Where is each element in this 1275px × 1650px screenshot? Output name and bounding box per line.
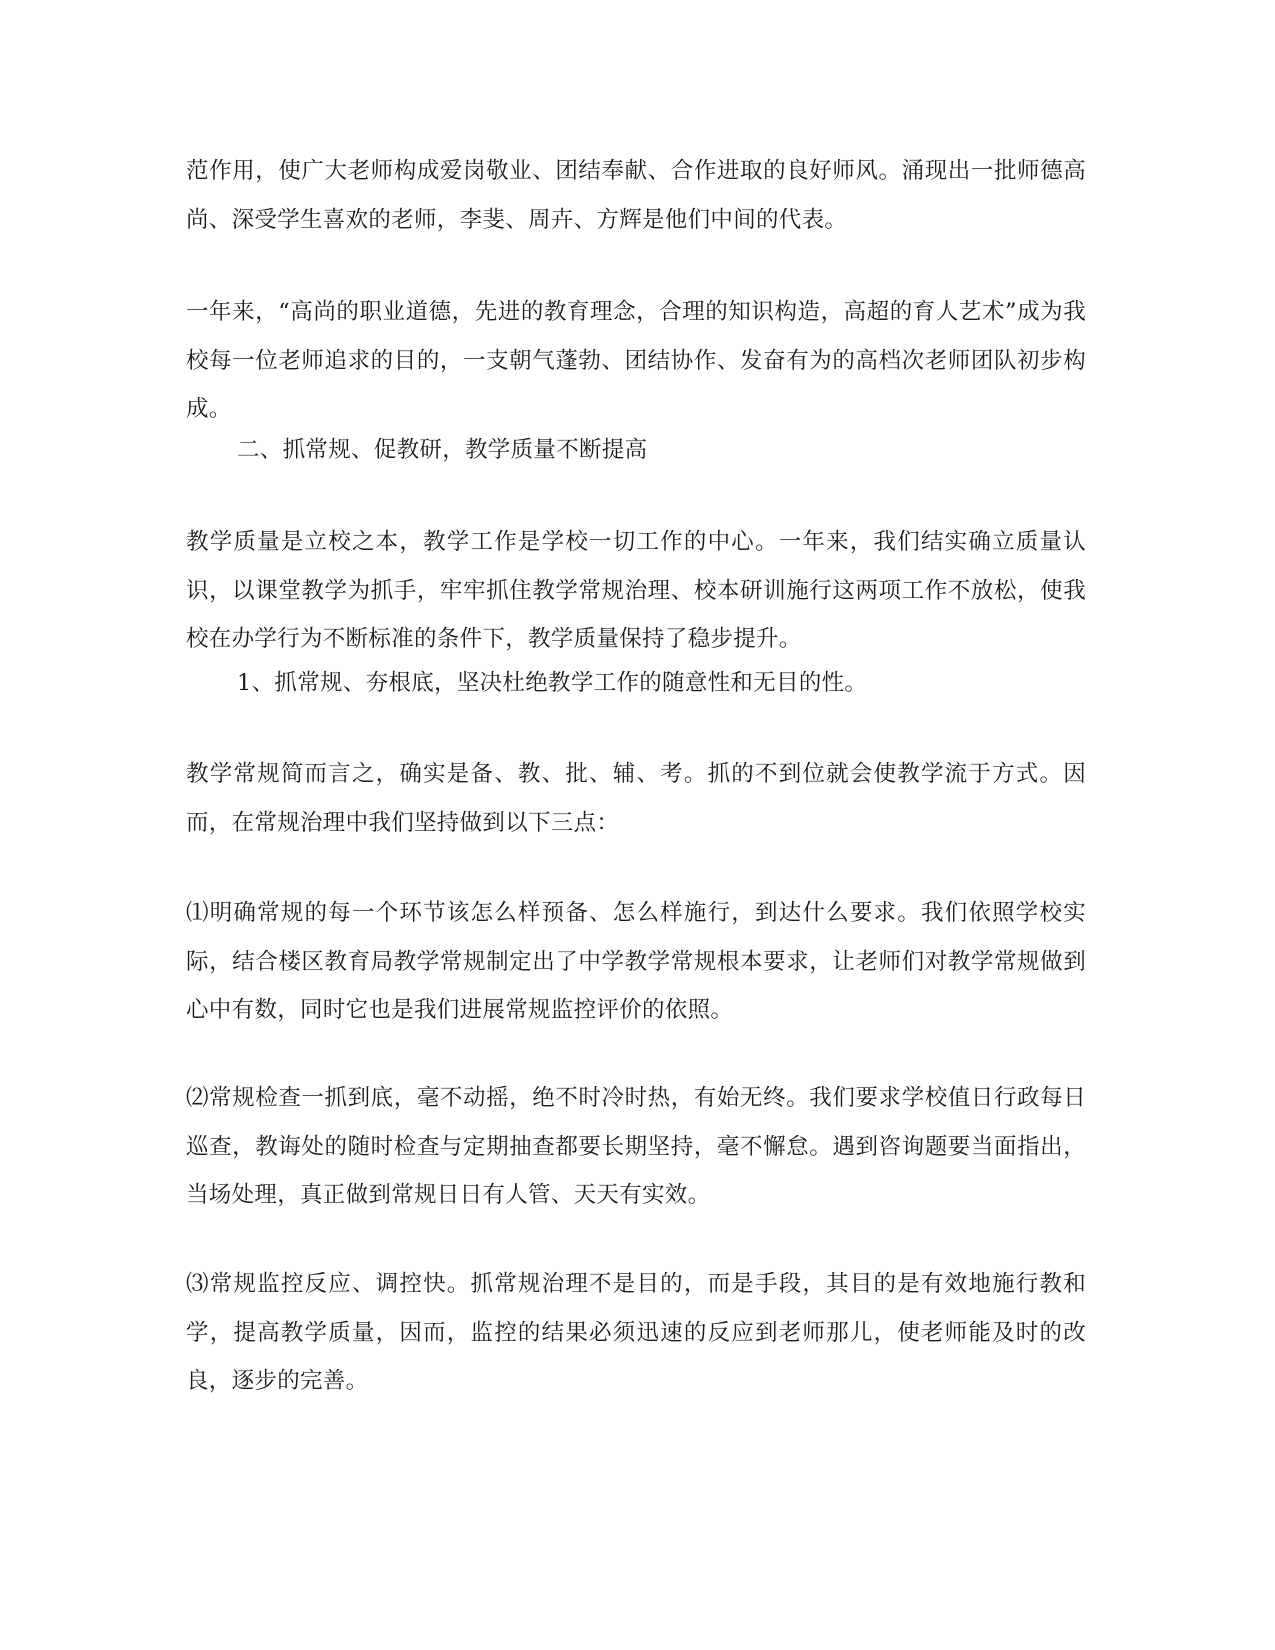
paragraph-point-1: ⑴明确常规的每一个环节该怎么样预备、怎么样施行，到达什么要求。我们依照学校实际，结合楼区教育局教学常规制定出了中学教学常规根本要求，让老师们对教学常规做到心中有数，同时它也是我们进展常规监控评价的依照。: [186, 900, 1086, 1023]
subheading-routine-basics: 1、抓常规、夯根底，坚决杜绝教学工作的随意性和无目的性。: [237, 670, 868, 696]
section-heading-teaching-quality: 二、抓常规、促教研，教学质量不断提高: [237, 437, 648, 463]
paragraph-teacher-ethics: 范作用，使广大老师构成爱岗敬业、团结奉献、合作进取的良好师风。涌现出一批师德高尚、深受学生喜欢的老师，李斐、周卉、方辉是他们中间的代表。: [186, 158, 1086, 233]
paragraph-teaching-quality: 教学质量是立校之本，教学工作是学校一切工作的中心。一年来，我们结实确立质量认识，以课堂教学为抓手，牢牢抓住教学常规治理、校本研训施行这两项工作不放松，使我校在办学行为不断标准的条件下，教学质量保持了稳步提升。: [186, 529, 1086, 652]
paragraph-teacher-team: 一年来，“高尚的职业道德，先进的教育理念，合理的知识构造，高超的育人艺术”成为我校每一位老师追求的目的，一支朝气蓬勃、团结协作、发奋有为的高档次老师团队初步构成。: [186, 299, 1086, 422]
paragraph-teaching-routine: 教学常规简而言之，确实是备、教、批、辅、考。抓的不到位就会使教学流于方式。因而，在常规治理中我们坚持做到以下三点：: [186, 761, 1086, 836]
paragraph-point-2: ⑵常规检查一抓到底，毫不动摇，绝不时冷时热，有始无终。我们要求学校值日行政每日巡查，教诲处的随时检查与定期抽查都要长期坚持，毫不懈怠。遇到咨询题要当面指出，当场处理，真正做到常规日日有人管、天天有实效。: [186, 1085, 1086, 1208]
paragraph-point-3: ⑶常规监控反应、调控快。抓常规治理不是目的，而是手段，其目的是有效地施行教和学，提高教学质量，因而，监控的结果必须迅速的反应到老师那儿，使老师能及时的改良，逐步的完善。: [186, 1271, 1086, 1394]
